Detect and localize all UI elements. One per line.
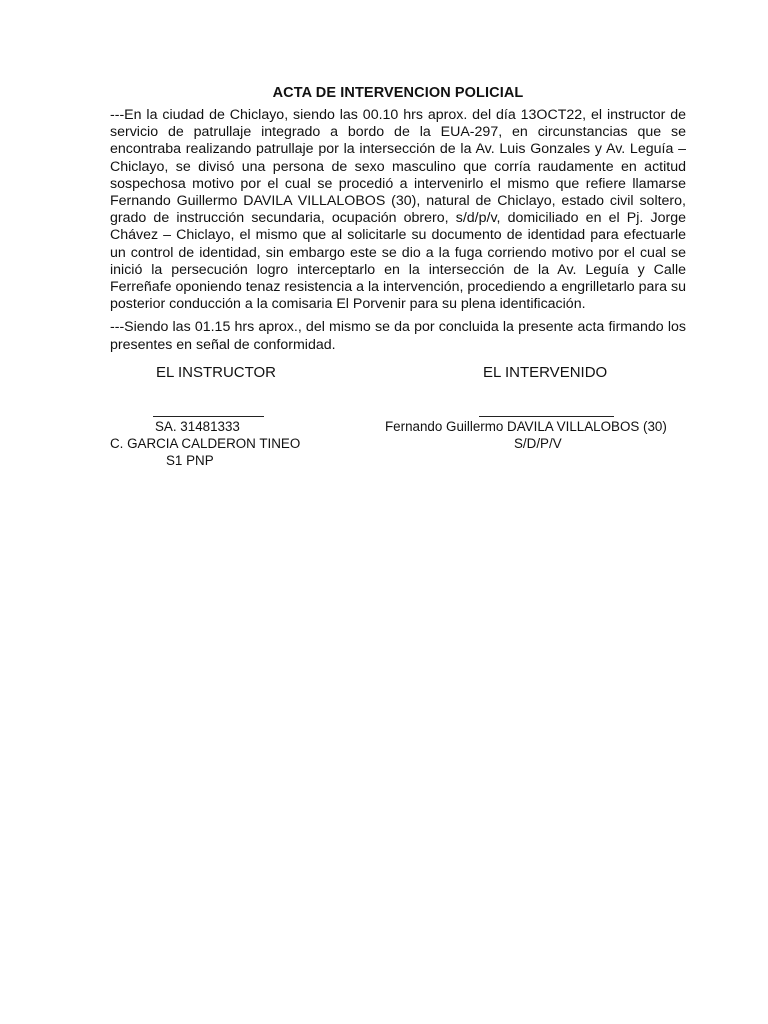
intervenido-name: Fernando Guillermo DAVILA VILLALOBOS (30): [385, 418, 667, 434]
document-page: [110, 84, 686, 488]
body-paragraph-1: ---En la ciudad de Chiclayo, siendo las 00.10 hrs aprox. del día 13OCT22, el instructor de servicio de patrullaje integrado a bordo de la EUA-297, en circunstancias que se encontraba realizando patrullaje por la intersección de la Av. Luis Gonzales y Av. Leguía – Chiclayo, se divisó una persona de sexo masculino que corría raudamente en actitud sospechosa motivo por el cual se procedió a intervenirlo el mismo que refiere llamarse Fernando Guillermo DAVILA VILLALOBOS (30), natural de Chiclayo, estado civil soltero, grado de instrucción secundaria, ocupación obrero, s/d/p/v, domiciliado en el Pj. Jorge Chávez – Chiclayo, el mismo que al solicitarle su documento de identidad para efectuarle un control de identidad, sin embargo este se dio a la fuga corriendo motivo por el cual se inició la persecución logro interceptarlo en la intersección de la Av. Leguía y Calle Ferreñafe oponiendo tenaz resistencia a la intervención, procediendo a engrilletarlo para su posterior conducción a la comisaria El Porvenir para su plena identificación.: [110, 107, 686, 313]
document-title: ACTA DE INTERVENCION POLICIAL: [272, 85, 524, 101]
intervenido-docs: S/D/P/V: [514, 435, 562, 451]
intervenido-heading: EL INTERVENIDO: [483, 363, 608, 381]
instructor-rank: S1 PNP: [166, 452, 214, 468]
signature-block: [110, 408, 686, 488]
body-paragraph-2: ---Siendo las 01.15 hrs aprox., del mismo se da por concluida la presente acta firmando los presentes en señal de conformidad.: [110, 319, 686, 353]
instructor-name: C. GARCIA CALDERON TINEO: [110, 435, 301, 451]
instructor-signature-line: [153, 416, 264, 417]
intervenido-signature-line: [479, 416, 614, 417]
instructor-id: SA. 31481333: [155, 418, 240, 434]
signature-headings: [110, 364, 686, 386]
instructor-heading: EL INSTRUCTOR: [156, 363, 277, 381]
